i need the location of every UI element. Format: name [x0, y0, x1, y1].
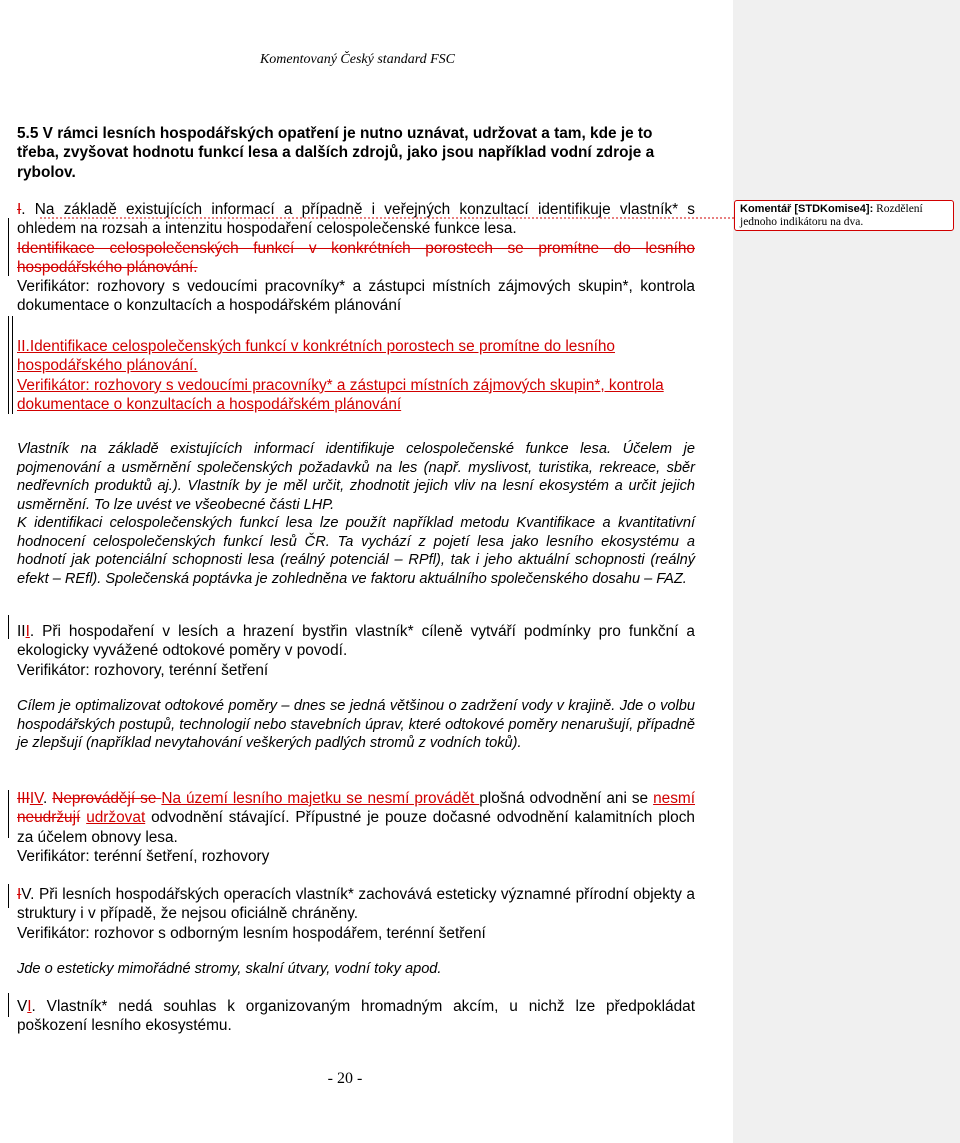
indicator-1-text: . Na základě existujících informací a případně i veřejných konzultací identifikuje vlastník* s ohledem na rozsah a intenzitu hospodaření celospolečenské funkce lesa.: [17, 201, 695, 238]
guidance-comment-3: Cílem je optimalizovat odtokové poměry – dnes se jedná většinou o zadržení vody v krajině. Jde o volbu hospodářských postupů, technologií nebo stavebních úprav, které odtokové poměry nenarušují, případně je zlepšují (například nevytahování veškerých padlých stromů z vodních toků).: [17, 698, 695, 751]
indicator-3: [17, 622, 695, 680]
indicator-number: II: [17, 623, 26, 640]
comment-margin-pane: [733, 0, 960, 1143]
section-heading: 5.5 V rámci lesních hospodářských opatření je nutno uznávat, udržovat a tam, kde je to třeba, zvyšovat hodnotu funkcí lesa a dalších zdrojů, jako jsou například vodní zdroje a rybolov.: [17, 125, 655, 181]
deleted-number: I: [17, 886, 22, 903]
separator: .: [42, 790, 53, 807]
indicator-4-text: plošná odvodnění ani se: [479, 790, 654, 807]
guidance-comment-2: K identifikaci celospolečenských funkcí lesa lze použít například metodu Kvantifikace a kvantitativní hodnocení celospolečenských funkcí lesů ČR. Ta vychází z pojetí lesa jako lesního ekosystému a hodnotí jak potenciální schopnosti lesa (reálný potenciál – RPfl), tak i jeho aktuální schopnosti (reálný efekt – REfl). Společenská poptávka je zohledněna ve faktoru aktuálního společenského dosahu – FAZ.: [17, 515, 695, 587]
deleted-number: III: [17, 790, 30, 807]
deleted-number: I: [17, 201, 22, 218]
indicator-4-text: odvodnění stávající. Přípustné je pouze dočasné odvodnění kalamitních ploch za účelem obnovy lesa.: [17, 809, 695, 846]
indicator-number: V: [17, 998, 28, 1015]
indicator-2-verifier: Verifikátor: rozhovory s vedoucími pracovníky* a zástupci místních zájmových skupin*, kontrola dokumentace o konzultacích a hospodářském plánování: [17, 376, 664, 413]
indicator-1-deleted-sentence: Identifikace celospolečenských funkcí v konkrétních porostech se promítne do lesního hospodářského plánování.: [17, 239, 695, 276]
margin-comment-balloon[interactable]: [734, 200, 954, 231]
inserted-text: nesmí: [653, 790, 695, 807]
inserted-number: IV: [29, 790, 43, 807]
indicator-1-verifier: Verifikátor: rozhovory s vedoucími pracovníky* a zástupci místních zájmových skupin*, kontrola dokumentace o konzultacích a hospodářském plánování: [17, 278, 695, 315]
indicator-1: [17, 200, 695, 316]
indicator-4-verifier: Verifikátor: terénní šetření, rozhovory: [17, 847, 270, 865]
indicator-3-text: . Při hospodaření v lesích a hrazení bystřin vlastník* cíleně vytváří podmínky pro funkční a ekologicky vyvážené odtokové poměry v povodí.: [17, 623, 695, 660]
inserted-text: Na území lesního majetku se nesmí provádět: [161, 790, 480, 807]
change-bar: [8, 218, 9, 276]
page-number: - 20 -: [327, 1070, 363, 1087]
change-bar: [8, 993, 9, 1017]
inserted-text: udržovat: [86, 809, 146, 827]
deleted-text: Neprovádějí se: [52, 790, 162, 807]
deleted-text: neudržují: [17, 809, 81, 827]
indicator-6-text: . Vlastník* nedá souhlas k organizovaným hromadným akcím, u nichž lze předpokládat poškození lesního ekosystému.: [17, 998, 695, 1035]
change-bar: [12, 316, 13, 414]
change-bar: [8, 884, 9, 908]
indicator-5-text: . Při lesních hospodářských operacích vlastník* zachovává esteticky významné přírodní objekty a struktury i v případě, že nejsou oficiálně chráněny.: [17, 886, 695, 923]
inserted-number: I: [27, 998, 32, 1015]
indicator-number: V: [21, 886, 31, 903]
indicator-5: [17, 885, 695, 943]
comment-author: Komentář [STDKomise4]:: [740, 203, 874, 215]
guidance-comment-4: Jde o esteticky mimořádné stromy, skalní útvary, vodní toky apod.: [17, 961, 442, 977]
running-header: Komentovaný Český standard FSC: [259, 52, 456, 67]
indicator-5-verifier: Verifikátor: rozhovor s odborným lesním hospodářem, terénní šetření: [17, 924, 486, 942]
indicator-6: [17, 997, 695, 1036]
indicator-4: [17, 789, 695, 866]
change-bar: [8, 615, 9, 639]
guidance-comment-1: Vlastník na základě existujících informací identifikuje celospolečenské funkce lesa. Účelem je pojmenování a usměrnění společenských požadavků na les (např. myslivost, turistika, rekreace, sběr nedřevních produktů aj.). Vlastník by je měl určit, zhodnotit jejich vliv na lesní ekosystém a určit jejich usměrnění. To lze uvést ve všeobecné části LHP.: [17, 441, 695, 513]
inserted-number: I: [25, 623, 30, 640]
comment-text: Rozdělení jednoho indikátoru na dva.: [740, 203, 923, 228]
indicator-3-verifier: Verifikátor: rozhovory, terénní šetření: [17, 661, 269, 679]
change-bar: [8, 316, 9, 414]
indicator-2-text: II.Identifikace celospolečenských funkcí v konkrétních porostech se promítne do lesního hospodářského plánování.: [17, 338, 615, 375]
indicator-2-inserted: [17, 337, 695, 414]
change-bar: [8, 790, 9, 838]
